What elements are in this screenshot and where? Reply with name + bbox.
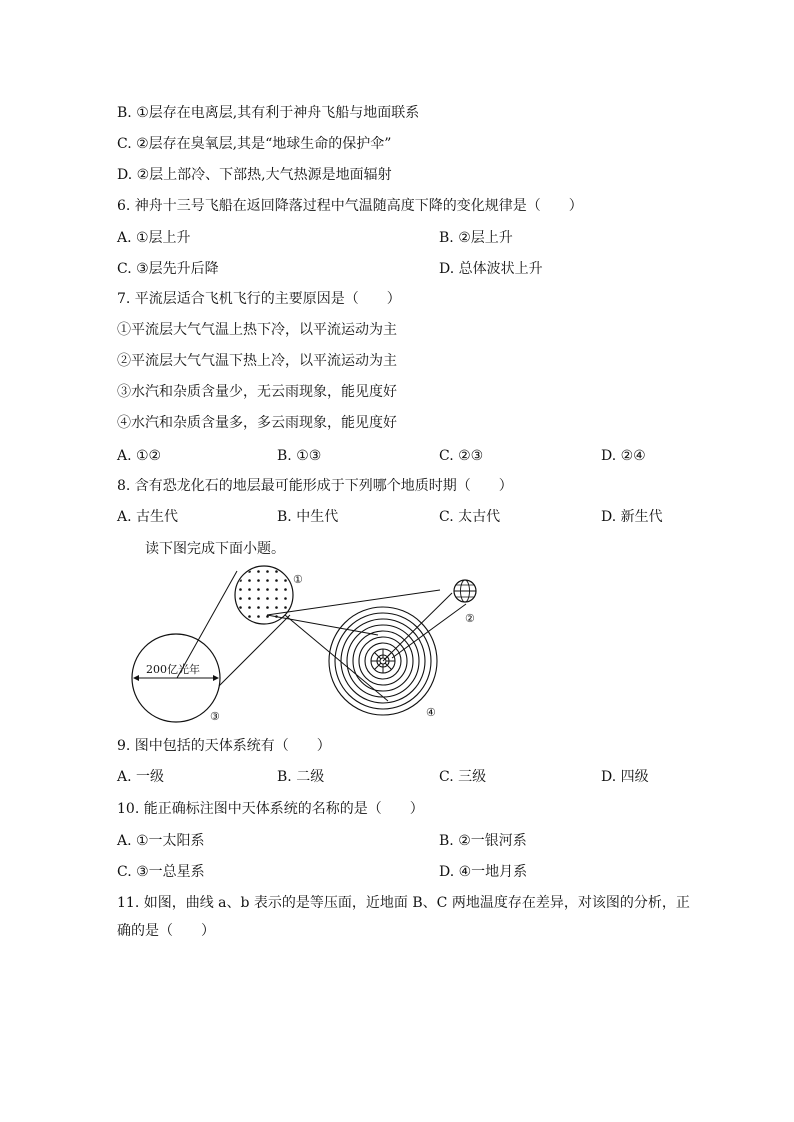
q8-option-d: D. 新生代 — [601, 509, 663, 525]
q9-option-c: C. 三级 — [439, 769, 487, 785]
q7-item-1: ①平流层大气气温上热下冷，以平流运动为主 — [117, 322, 397, 338]
label-1: ① — [293, 573, 303, 586]
q8-option-b: B. 中生代 — [277, 509, 339, 525]
q10-option-d: D. ④一地月系 — [439, 864, 528, 880]
q11-stem-line-1: 11. 如图，曲线 a、b 表示的是等压面，近地面 B、C 两地温度存在差异，对该图的分析，正 — [117, 895, 690, 911]
q7-item-4: ④水汽和杂质含量多，多云雨现象，能见度好 — [117, 415, 397, 431]
q9-option-b: B. 二级 — [277, 769, 325, 785]
circle-1-dots — [236, 567, 292, 623]
q9-option-a: A. 一级 — [117, 769, 165, 785]
q10-option-a: A. ①一太阳系 — [117, 833, 205, 849]
q6-option-a: A. ①层上升 — [117, 230, 191, 246]
q6-stem: 6. 神舟十三号飞船在返回降落过程中气温随高度下降的变化规律是（ ） — [117, 198, 583, 214]
q9-stem: 9. 图中包括的天体系统有（ ） — [117, 738, 331, 754]
q6-option-c: C. ③层先升后降 — [117, 261, 219, 277]
figure-intro: 读下图完成下面小题。 — [145, 541, 285, 557]
scale-label: 200亿光年 — [146, 663, 200, 676]
q6-option-d: D. 总体波状上升 — [439, 261, 543, 277]
q11-stem-line-2: 确的是（ ） — [117, 923, 215, 939]
q10-stem: 10. 能正确标注图中天体系统的名称的是（ ） — [117, 801, 424, 817]
q5-option-d: D. ②层上部冷、下部热,大气热源是地面辐射 — [117, 167, 392, 183]
q10-option-c: C. ③一总星系 — [117, 864, 205, 880]
q5-option-b: B. ①层存在电离层,其有利于神舟飞船与地面联系 — [117, 105, 420, 121]
q7-option-d: D. ②④ — [601, 448, 646, 464]
q7-option-c: C. ②③ — [439, 448, 484, 464]
label-2: ② — [465, 612, 475, 625]
q7-option-b: B. ①③ — [277, 448, 322, 464]
q8-option-a: A. 古生代 — [117, 509, 179, 525]
label-4: ④ — [426, 706, 436, 719]
q7-item-3: ③水汽和杂质含量少，无云雨现象，能见度好 — [117, 384, 397, 400]
q7-option-a: A. ①② — [117, 448, 162, 464]
q5-option-c: C. ②层存在臭氧层,其是“地球生命的保护伞” — [117, 136, 392, 152]
connector-3-1-b — [219, 615, 290, 686]
q6-option-b: B. ②层上升 — [439, 230, 513, 246]
q7-item-2: ②平流层大气气温下热上冷，以平流运动为主 — [117, 353, 397, 369]
q9-option-d: D. 四级 — [601, 769, 649, 785]
label-3: ③ — [210, 710, 220, 723]
q8-stem: 8. 含有恐龙化石的地层最可能形成于下列哪个地质时期（ ） — [117, 478, 513, 494]
q7-stem: 7. 平流层适合飞机飞行的主要原因是（ ） — [117, 291, 401, 307]
globe-2 — [454, 580, 476, 602]
q10-option-b: B. ②一银河系 — [439, 833, 527, 849]
celestial-systems-figure — [130, 560, 490, 730]
q8-option-c: C. 太古代 — [439, 509, 501, 525]
